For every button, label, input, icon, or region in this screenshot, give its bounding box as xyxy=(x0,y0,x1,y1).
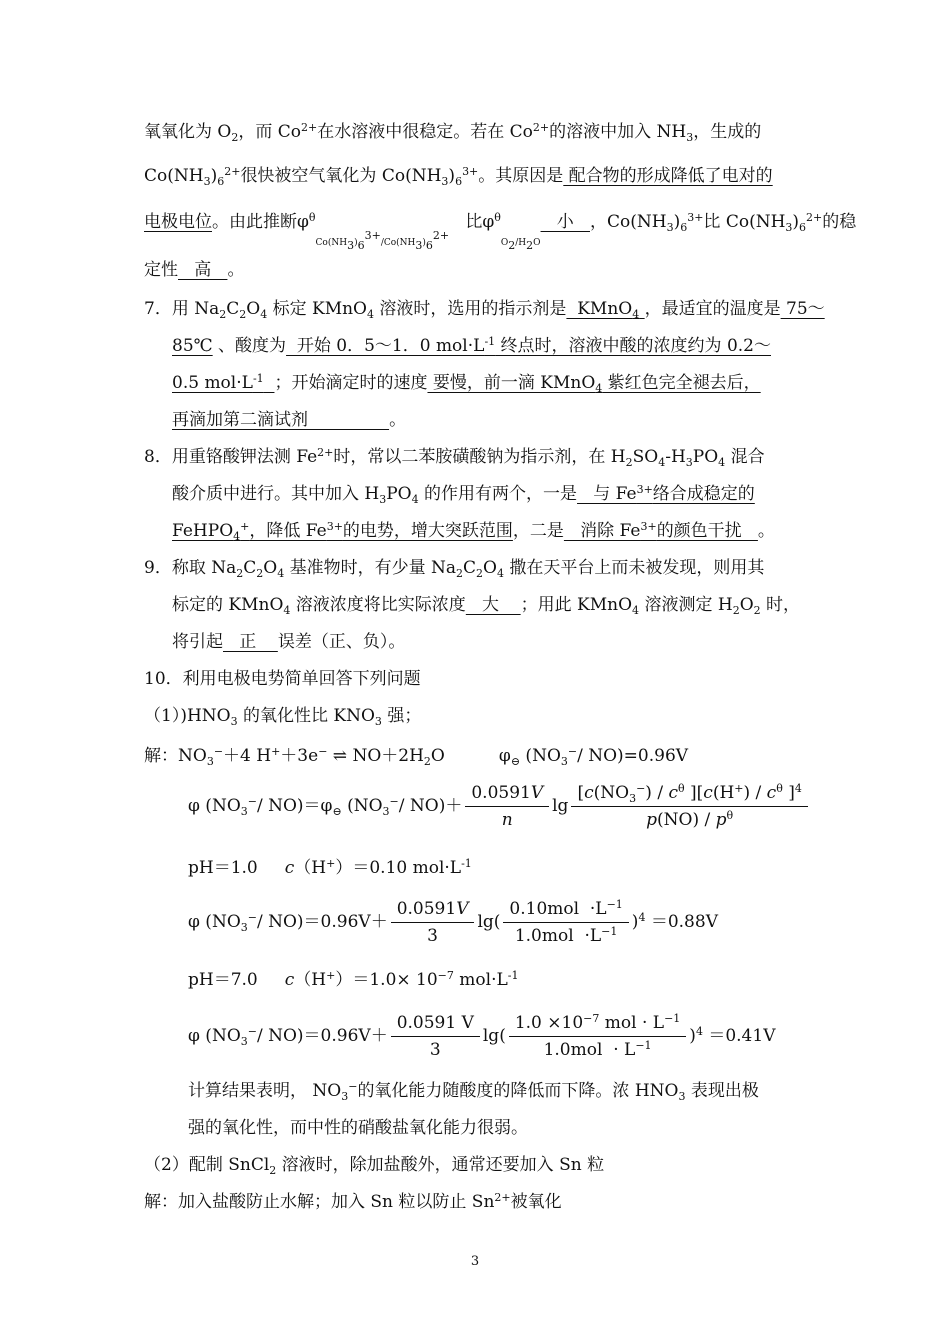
q10-part1-title: $(1))HNO_3$ 的氧化性比 $KNO_3$ 强； xyxy=(144,706,422,728)
q8-line-2: 酸介质中进行。其中加入 $H_3PO_4$ 的作用有两个，一是 与 $Fe^{3+}$络合成稳定的 xyxy=(172,483,755,506)
q9-line-3: 将引起 正 误差（正、负）。 xyxy=(172,632,406,652)
ph-1-line: pH＝1.0 c（H+）＝0.10 $mol\cdot L^{-1}$ xyxy=(188,857,472,878)
q9-line-1: 9．称取 $Na_2C_2O_4$ 基准物时，有少量 $Na_2C_2O_4$ 撒在天平台上而未被发现，则用其 xyxy=(144,558,765,580)
text-line-3: 电极电位。由此推断$\varphi^\theta_{Co(NH_3)_6^{3+}/Co(NH_3)_6^{2+}}$ 比$\varphi^\theta_{O_2/H_2O}$ 小 ，$Co(NH_3)_6^{3+}$比 $Co(NH_3)_6^{2+}$的稳 xyxy=(144,211,857,252)
q8-line-1: 8．用重铬酸钾法测 $Fe^{2+}$时，常以二苯胺磺酸钠为指示剂，在 $H_2SO_4-H_3PO_4$ 混合 xyxy=(144,446,765,469)
q8-line-3: FeHPO$_4$+，降低 $Fe^{3+}$的电势，增大突跃范围，二是 消除 $Fe^{3+}$的颜色干扰 。 xyxy=(172,520,775,543)
q7-line-1: 7．用 $Na_2C_2O_4$ 标定 KMnO$_4$ 溶液时，选用的指示剂是 KMnO$_4$ ，最适宜的温度是 75～ xyxy=(144,299,825,321)
nernst-equation: φ ($NO_3^-/$ $NO)=\varphi_⊖$ ($NO_3^-/$ NO)＋ $\frac{0.0591V}{n}$ lg $\frac{[c(NO_3^-) / c^\theta ][c(H^+) / c^\theta ]^4}{p(NO) / p^\theta}$ xyxy=(188,782,810,831)
q7-line-3: 0.5 $mol\cdot L^{-1}$ ；开始滴定时的速度 要慢，前一滴 KMnO$_4$ 紫红色完全褪去后， xyxy=(172,372,761,395)
q7-line-4: 再滴加第二滴试剂 。 xyxy=(172,410,407,430)
q10-part1-reaction: 解：$NO_3^-+4$ H+＋3e− ⇌ $NO+2H_2O$ $\varphi_⊖$ ($NO_3^-/$ NO)=0.96V xyxy=(144,745,689,768)
q10-title: 10．利用电极电势简单回答下列问题 xyxy=(144,669,421,689)
ph-7-calc: φ ($NO_3^-/$ NO)＝0.96V＋ $\frac{0.0591 V}{3}$ lg( $\frac{1.0 \times 10^{-7} mol \cdot L^{-1}}{1.0mol \cdot L^{-1}}$ )$^4$ ＝0.41V xyxy=(188,1012,776,1060)
ph-1-calc: φ ($NO_3^-/$ NO)＝0.96V＋ $\frac{0.0591V}{3}$ lg( $\frac{0.10mol \cdot L^{-1}}{1.0mol \cdot L^{-1}}$ )$^4$ ＝0.88V xyxy=(188,898,718,946)
q10-part2-answer: 解：加入盐酸防止水解；加入 Sn 粒以防止 $Sn^{2+}$被氧化 xyxy=(144,1191,562,1212)
text-line-2: $Co(NH_3)_6^{2+}$很快被空气氧化为 $Co(NH_3)_6^{3+}$。其原因是 配合物的形成降低了电对的 xyxy=(144,165,773,188)
ph-7-line: pH＝7.0 $c(H^+)=1.0\times 10^{-7}$ $mol\cdot L^{-1}$ xyxy=(188,969,519,990)
q9-line-2: 标定的 KMnO$_4$ 溶液浓度将比实际浓度 大 ；用此 KMnO$_4$ 溶液测定 $H_2O_2$ 时， xyxy=(172,595,801,617)
q7-line-2: 85℃ 、酸度为 开始 0．5～1．0 $mol\cdot L^{-1}$ 终点时，溶液中酸的浓度约为 0.2～ xyxy=(172,335,771,356)
page-number: 3 xyxy=(470,1254,480,1269)
q10-part2-title: （2）配制 SnCl$_2$ 溶液时，除加盐酸外，通常还要加入 Sn 粒 xyxy=(144,1155,605,1177)
conclusion-line-1: 计算结果表明， $NO_3^-$的氧化能力随酸度的降低而下降。浓 $HNO_3$ 表现出极 xyxy=(188,1080,759,1103)
text-line-4: 定性 高 。 xyxy=(144,260,245,280)
conclusion-line-2: 强的氧化性，而中性的硝酸盐氧化能力很弱。 xyxy=(188,1118,528,1138)
text-line-1: 氧氧化为 $O_2$，而 $Co^{2+}$在水溶液中很稳定。若在 $Co^{2+}$的溶液中加入 $NH_3$，生成的 xyxy=(144,121,762,144)
